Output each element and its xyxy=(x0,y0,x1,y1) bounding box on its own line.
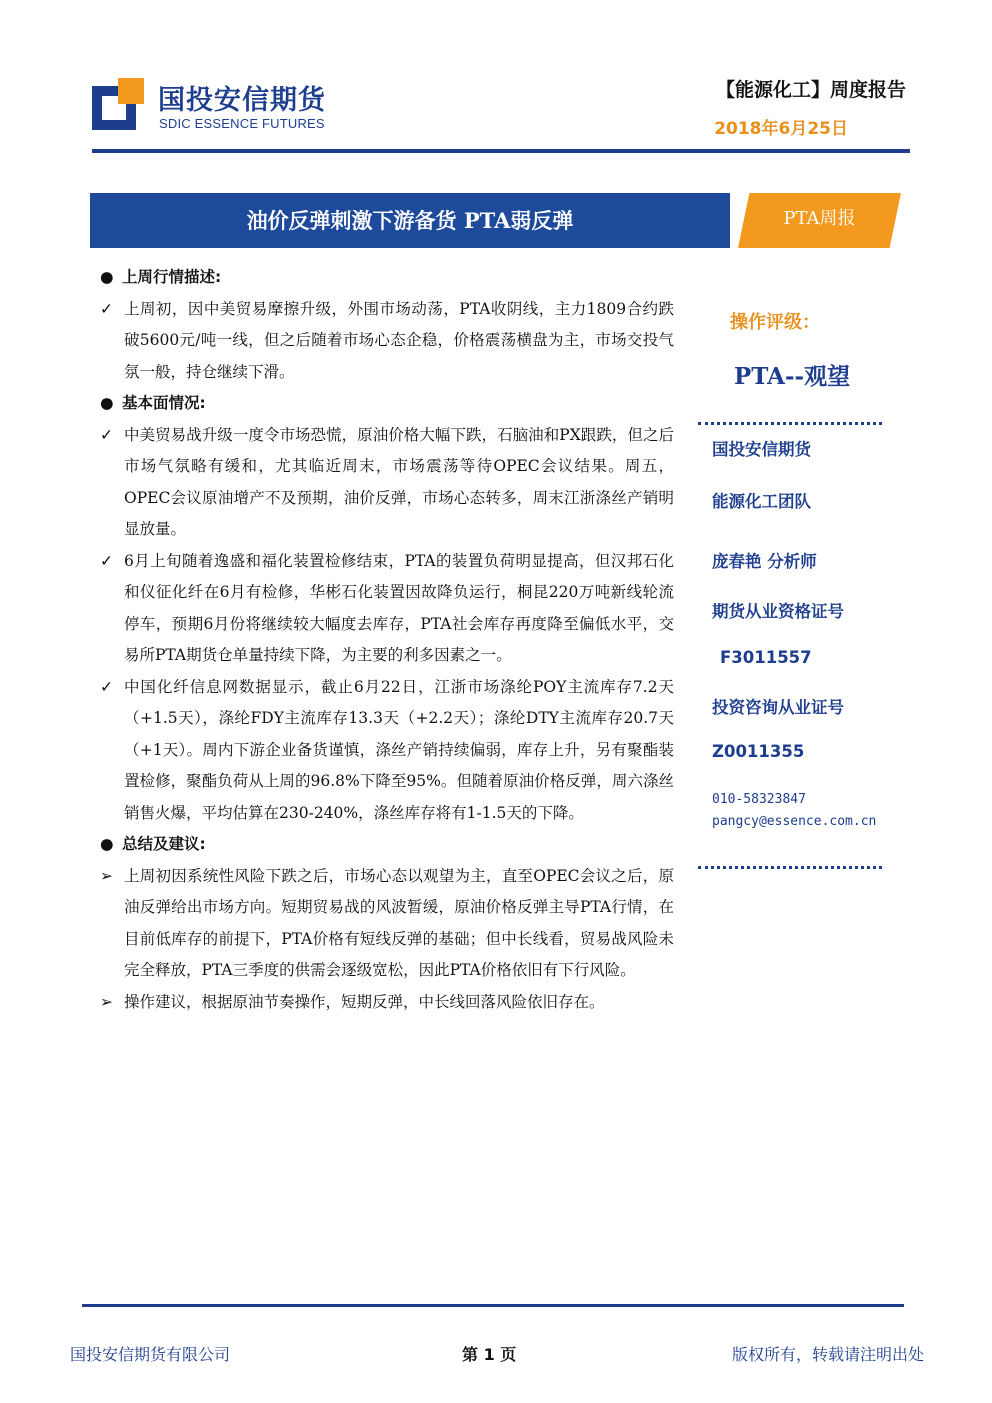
arrow-icon: ➢ xyxy=(100,992,113,1011)
list-item xyxy=(100,420,674,546)
logo-mark-icon xyxy=(92,78,144,130)
list-item-text: 中美贸易战升级一度令市场恐慌，原油价格大幅下跌，石脑油和PX跟跌，但之后市场气氛略有缓和，尤其临近周末，市场震荡等待OPEC会议结果。周五，OPEC会议原油增产不及预期，油价反弹，市场心态转多，周末江浙涤丝产销明显放量。 xyxy=(124,425,674,538)
section-heading xyxy=(100,829,674,861)
bullet-icon: ● xyxy=(100,394,114,412)
footer-copyright: 版权所有，转载请注明出处 xyxy=(731,1345,924,1364)
dotted-divider xyxy=(698,866,882,869)
rating-value: PTA--观望 xyxy=(734,363,851,390)
list-item-text: 6月上旬随着逸盛和福化装置检修结束，PTA的装置负荷明显提高，但汉邦石化和仪征化纤在6月有检修，华彬石化装置因故降负运行，桐昆220万吨新线轮流停车，预期6月份将继续较大幅度去库存，PTA社会库存再度降至偏低水平，交易所PTA期货仓单量持续下降，为主要的利多因素之一。 xyxy=(124,551,674,664)
invest-cert-number: Z0011355 xyxy=(712,742,805,761)
check-icon: ✓ xyxy=(100,299,113,318)
header-divider xyxy=(92,149,910,153)
rating-label: 操作评级： xyxy=(730,312,820,333)
list-item-text: 上周初因系统性风险下跌之后，市场心态以观望为主，直至OPEC会议之后，原油反弹给出市场方向。短期贸易战的风波暂缓，原油价格反弹主导PTA行情，在目前低库存的前提下，PTA价格有短线反弹的基础；但中长线看，贸易战风险未完全释放，PTA三季度的供需会逐级宽松，因此PTA价格依旧有下行风险。 xyxy=(124,866,674,979)
section-heading xyxy=(100,388,674,420)
contact-email[interactable]: pangcy@essence.com.cn xyxy=(712,814,877,829)
section-summary xyxy=(100,829,674,1018)
bullet-icon: ● xyxy=(100,268,114,286)
dotted-divider xyxy=(698,422,882,425)
team-company: 国投安信期货 xyxy=(712,440,811,459)
contact-phone: 010-58323847 xyxy=(712,792,806,807)
company-logo xyxy=(92,72,332,134)
list-item xyxy=(100,672,674,830)
section-heading-text: 上周行情描述: xyxy=(122,268,222,286)
report-date: 2018年6月25日 xyxy=(714,119,848,139)
section-heading-text: 总结及建议: xyxy=(122,835,206,853)
list-item xyxy=(100,861,674,987)
list-item xyxy=(100,987,674,1019)
footer-divider xyxy=(82,1304,904,1307)
report-title: 油价反弹刺激下游备货 PTA弱反弹 xyxy=(246,208,574,233)
section-fundamentals xyxy=(100,388,674,829)
bullet-icon: ● xyxy=(100,835,114,853)
list-item xyxy=(100,294,674,389)
list-item-text: 上周初，因中美贸易摩擦升级，外围市场动荡，PTA收阴线，主力1809合约跌破5600元/吨一线，但之后随着市场心态企稳，价格震荡横盘为主，市场交投气氛一般，持仓继续下滑。 xyxy=(124,299,674,381)
section-heading xyxy=(100,262,674,294)
report-tag: PTA周报 xyxy=(783,208,856,229)
section-market-review xyxy=(100,262,674,388)
logo-text-en: SDIC ESSENCE FUTURES xyxy=(159,116,325,131)
page-number: 第 1 页 xyxy=(462,1345,517,1364)
check-icon: ✓ xyxy=(100,551,113,570)
futures-cert-label: 期货从业资格证号 xyxy=(712,602,844,621)
list-item xyxy=(100,546,674,672)
arrow-icon: ➢ xyxy=(100,866,113,885)
title-banner xyxy=(90,193,905,248)
report-type: 【能源化工】周度报告 xyxy=(715,79,906,101)
list-item-text: 中国化纤信息网数据显示，截止6月22日，江浙市场涤纶POY主流库存7.2天（+1.5天），涤纶FDY主流库存13.3天（+2.2天）；涤纶DTY主流库存20.7天（+1天）。周内下游企业备货谨慎，涤丝产销持续偏弱，库存上升，另有聚酯装置检修，聚酯负荷从上周的96.8%下降至95%。但随着原油价格反弹，周六涤丝销售火爆，平均估算在230-240%，涤丝库存将有1-1.5天的下降。 xyxy=(124,677,674,822)
analyst-name: 庞春艳 分析师 xyxy=(712,552,817,571)
list-item-text: 操作建议，根据原油节奏操作，短期反弹，中长线回落风险依旧存在。 xyxy=(124,992,605,1011)
section-heading-text: 基本面情况: xyxy=(122,394,206,412)
invest-cert-label: 投资咨询从业证号 xyxy=(712,698,844,717)
footer-company: 国投安信期货有限公司 xyxy=(70,1345,231,1364)
main-content xyxy=(100,262,674,1018)
check-icon: ✓ xyxy=(100,425,113,444)
check-icon: ✓ xyxy=(100,677,113,696)
team-name: 能源化工团队 xyxy=(712,492,811,511)
futures-cert-number: F3011557 xyxy=(720,648,812,667)
logo-text-cn: 国投安信期货 xyxy=(158,85,326,116)
